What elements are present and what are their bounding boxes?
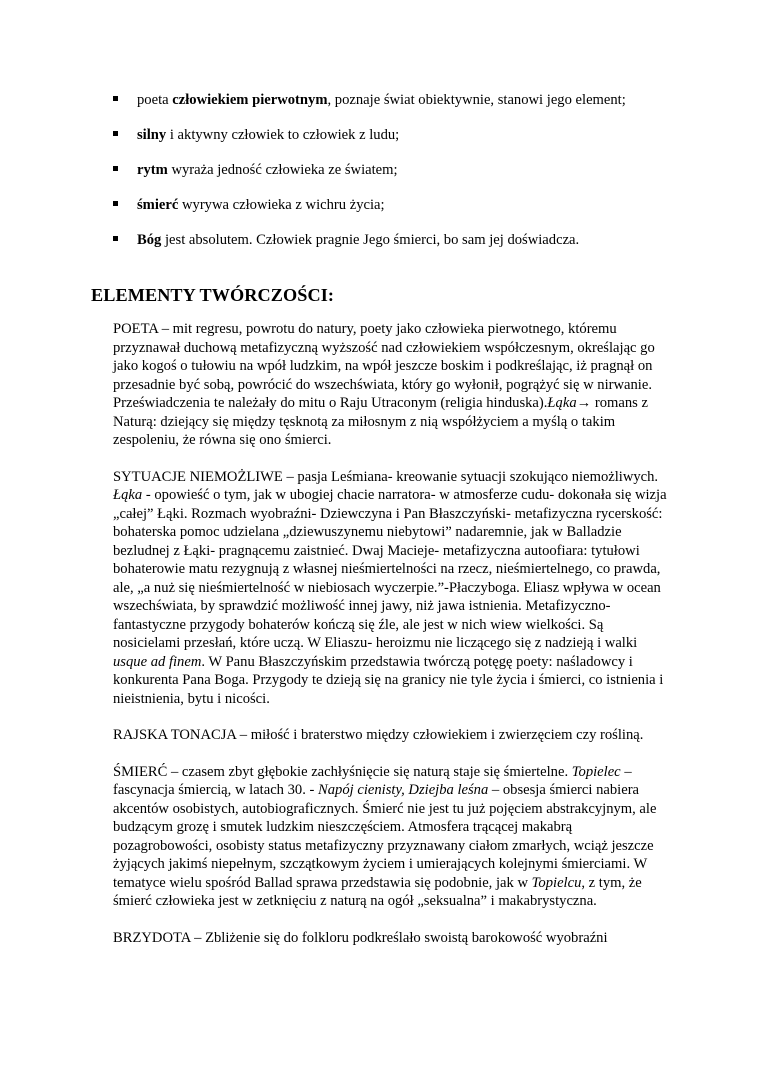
paragraph-rajska-tonacja: RAJSKA TONACJA – miłość i braterstwo między człowiekiem i zwierzęciem czy rośliną. bbox=[113, 727, 644, 743]
list-item bbox=[0, 230, 760, 265]
square-bullet-icon bbox=[113, 236, 118, 241]
section-body bbox=[113, 320, 673, 965]
paragraph-brzydota: BRZYDOTA – Zbliżenie się do folkloru podkreślało swoistą barokowość wyobraźni bbox=[113, 929, 608, 946]
bullet-list bbox=[0, 90, 760, 265]
square-bullet-icon bbox=[113, 96, 118, 101]
square-bullet-icon bbox=[113, 166, 118, 171]
paragraph-poeta: POETA – mit regresu, powrotu do natury, poety jako człowieka pierwotnego, któremu przyznawał duchową metafizyczną wyższość nad człowiekiem współczesnym, określając go jako kogoś o tułowiu na wpół ludzkim, na wpół jeszcze boskim i podkreślając, iż pragnął on przesadnie być sobą, powrócić do wszechświata, który go wyłonił, pogrążyć się w nirwanie. Przeświadczenia te należały do mitu o Raju Utraconym (religia hinduska).Łąka→ romans z Naturą: dziejący się między tęsknotą za miłosnym z nią współżyciem a myślą o takim zespoleniu, że równa się ono śmierci. bbox=[113, 321, 655, 448]
list-item-text: poeta człowiekiem pierwotnym, poznaje świat obiektywnie, stanowi jego element; bbox=[137, 92, 626, 108]
section-heading: ELEMENTY TWÓRCZOŚCI: bbox=[91, 285, 335, 305]
paragraph-sytuacje-niemozliwe: SYTUACJE NIEMOŻLIWE – pasja Leśmiana- kreowanie sytuacji szokująco niemożliwych. Łąka - opowieść o tym, jak w ubogiej chacie narratora- w atmosferze cudu- dokonała się wizja „całej” Łąki. Rozmach wyobraźni- Dziewczyna i Pan Błaszczyński- metafizyczna rycerskość: bohaterska pomoc udzielana „dziewuszynemu niebytowi” nadaremnie, jak w Balladzie bezludnej z Łąki- pragnącemu zaistnieć. Dwaj Macieje- metafizyczna autoofiara: tytułowi bohaterowie matu rezygnują z własnej nieśmiertelności na rzecz, nieśmiertelnego, co prawda, ale, „a nuż się nieśmiertelność w niebiosach wyczerpie.”-Płaczyboga. Eliasz wpływa w ocean wszechświata, by sprawdzić możliwość innej jawy, niż jawa istnienia. Metafizyczno- fantastyczne przygody bohaterów kończą się źle, ale jest w nich wiew wielkości. Są nosicielami przesłań, które uczą. W Eliaszu- heroizmu nie liczącego się z nadzieją i walki usque ad finem. W Panu Błaszczyńskim przedstawia twórczą potęgę poety: naśladowcy i konkurenta Pana Boga. Przygody te dzieją się na granicy nie tyle życia i śmierci, co istnienia i nieistnienia, bytu i nicości. bbox=[113, 468, 667, 707]
square-bullet-icon bbox=[113, 131, 118, 136]
list-item bbox=[0, 195, 760, 230]
list-item bbox=[0, 90, 760, 125]
list-item-text: rytm wyraża jedność człowieka ze światem; bbox=[137, 162, 398, 178]
list-item-text: Bóg jest absolutem. Człowiek pragnie Jego śmierci, bo sam jej doświadcza. bbox=[137, 232, 580, 248]
list-item bbox=[0, 160, 760, 195]
list-item-text: silny i aktywny człowiek to człowiek z ludu; bbox=[137, 127, 400, 143]
list-item bbox=[0, 125, 760, 160]
square-bullet-icon bbox=[113, 201, 118, 206]
list-item-text: śmierć wyrywa człowieka z wichru życia; bbox=[137, 197, 385, 213]
paragraph-smierc: ŚMIERĆ – czasem zbyt głębokie zachłyśnięcie się naturą staje się śmiertelne. Topielec – fascynacja śmiercią, w latach 30. - Napój cienisty, Dziejba leśna – obsesja śmierci nabiera akcentów osobistych, autobiograficznych. Śmierć nie jest tu już pojęciem abstrakcyjnym, ale budzącym grozę i smutek ludzkim nieszczęściem. Atmosfera trącącej makabrą pozagrobowości, osobisty status metafizyczny przyznawany ciałom zmarłych, wciąż jeszcze żyjących jakimś niepełnym, szczątkowym życiem i umierających kolejnymi śmierciami. W tematyce wielu spośród Ballad sprawa przedstawia się podobnie, jak w Topielcu, z tym, że śmierć człowieka jest w zetknięciu z naturą na ogół „seksualna” i makabrystyczna. bbox=[113, 763, 657, 909]
